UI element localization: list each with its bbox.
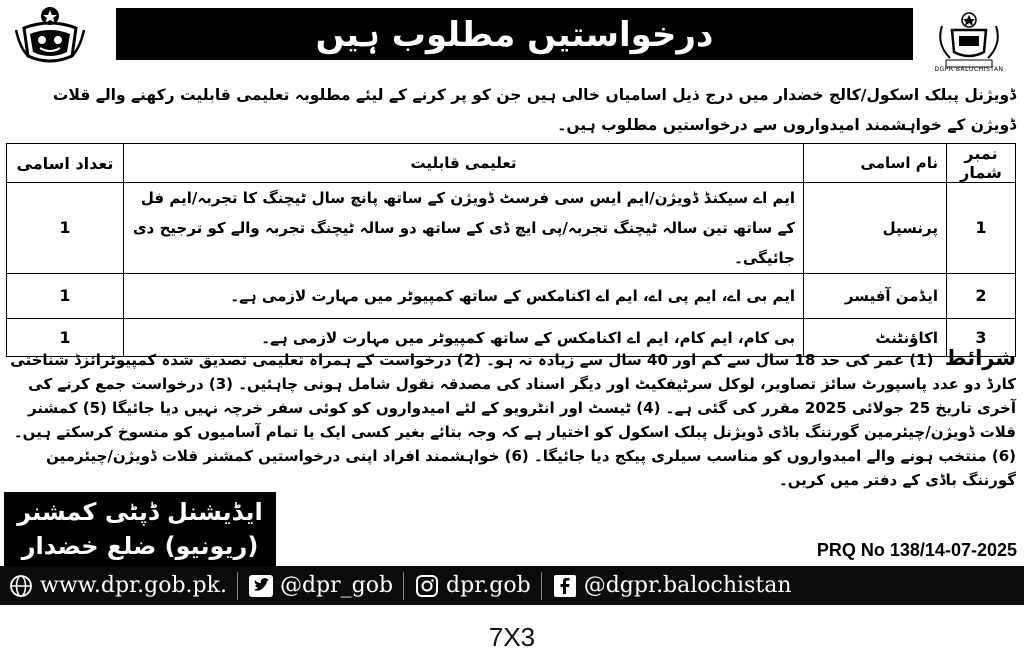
table-row <box>7 274 1016 319</box>
globe-icon <box>8 574 34 598</box>
row-serial: 2 <box>947 274 1016 319</box>
facebook-icon <box>552 574 578 598</box>
footer-divider <box>403 572 404 600</box>
conditions-section <box>10 346 1016 492</box>
signature-line-1: ایڈیشنل ڈپٹی کمشنر <box>17 498 263 526</box>
row-count: 1 <box>7 319 124 357</box>
signature-block <box>4 492 276 567</box>
row-post: پرنسپل <box>804 183 947 274</box>
header-post: نام اسامی <box>804 144 947 183</box>
footer-facebook-text: @dgpr.balochistan <box>583 573 792 598</box>
government-emblem-left <box>10 4 90 66</box>
footer-instagram[interactable] <box>414 573 531 598</box>
footer-facebook[interactable] <box>552 573 792 598</box>
footer-divider <box>541 572 542 600</box>
row-qualification: ایم بی اے، ایم پی اے، ایم اے اکنامکس کے ساتھ کمپیوٹر میں مہارت لازمی ہے۔ <box>124 274 804 319</box>
ad-size-label: 7X3 <box>488 622 536 652</box>
row-qualification: بی کام، ایم کام، ایم اے اکنامکس کے ساتھ کمپیوٹر میں مہارت لازمی ہے۔ <box>124 319 804 357</box>
header-count: تعداد اسامی <box>7 144 124 183</box>
row-post: ایڈمن آفیسر <box>804 274 947 319</box>
table-row <box>7 183 1016 274</box>
footer-website-text: www.dpr.gob.pk. <box>40 573 227 598</box>
prq-number: PRQ No 138/14-07-2025 <box>816 540 1017 560</box>
row-count: 1 <box>7 183 124 274</box>
dgpr-balochistan-logo <box>930 6 1008 70</box>
row-post: اکاؤنٹنٹ <box>804 319 947 357</box>
instagram-icon <box>414 574 440 598</box>
row-count: 1 <box>7 274 124 319</box>
footer-twitter-text: @dpr_gob <box>279 573 394 598</box>
conditions-text: (1) عمر کی حد 18 سال سے کم اور 40 سال سے زیادہ نہ ہو۔ (2) درخواست کے ہمراہ تعلیمی تصدیق شدہ کمپیوٹرائزڈ شناختی کارڈ دو عدد پاسپورٹ سائز تصاویر، لوکل سرٹیفکیٹ اور دیگر اسناد کی مصدقہ نقول شامل ہونی چاہئیں۔ (3) درخواست جمع کرنے کی آخری تاریخ 25 جولائی 2025 مقرر کی گئی ہے۔ (4) ٹیسٹ اور انٹرویو کے لئے امیدواروں کو کوئی سفر خرچہ نہیں دیا جائیگا (5) کمشنر قلات ڈویژن/چیئرمین گورننگ باڈی ڈویژنل پبلک اسکول کو اختیار ہے کہ وجہ بتائے بغیر کسی ایک یا تمام آسامیوں کو منسوخ کرسکتے ہیں۔ (6) منتخب ہونے والے امیدواروں کو مناسب سیلری پیکج دیا جائیگا۔ (6) خواہشمند افراد اپنی درخواستیں کمشنر قلات ڈویژن/چیئرمین گورننگ باڈی کے دفتر میں کریں۔ <box>10 351 1016 489</box>
twitter-icon <box>248 574 274 598</box>
signature-line-2: (ریونیو) ضلع خضدار <box>21 532 259 560</box>
conditions-label: شرائط <box>944 346 1016 370</box>
logo-caption: DGPR BALOCHISTAN <box>934 66 1004 73</box>
row-serial: 1 <box>947 183 1016 274</box>
header-serial: نمبر شمار <box>947 144 1016 183</box>
footer-twitter[interactable] <box>248 573 393 598</box>
row-qualification: ایم اے سیکنڈ ڈویژن/ایم ایس سی فرسٹ ڈویژن کے ساتھ پانچ سال ٹیچنگ کا تجربہ/ایم فل کے ساتھ تین سالہ ٹیچنگ تجربہ/پی ایچ ڈی کے ساتھ دو سالہ ٹیچنگ تجربہ والے کو ترجیح دی جائیگی۔ <box>124 183 804 274</box>
intro-paragraph: ڈویژنل پبلک اسکول/کالج خضدار میں درج ذیل اسامیاں خالی ہیں جن کو پر کرنے کے لیئے مطلوبہ تعلیمی قابلیت رکھنے والے قلات ڈویژن کے خواہشمند امیدواروں سے درخواستیں مطلوب ہیں۔ <box>52 86 1016 134</box>
vacancy-table <box>6 143 1016 357</box>
footer-instagram-text: dpr.gob <box>446 573 531 598</box>
page-title: درخواستیں مطلوب ہیں <box>116 8 913 60</box>
footer-divider <box>237 572 238 600</box>
table-header-row <box>7 144 1016 183</box>
header-qualification: تعلیمی قابلیت <box>124 144 804 183</box>
footer-website[interactable] <box>8 573 227 598</box>
footer-bar <box>0 566 1024 605</box>
row-serial: 3 <box>947 319 1016 357</box>
